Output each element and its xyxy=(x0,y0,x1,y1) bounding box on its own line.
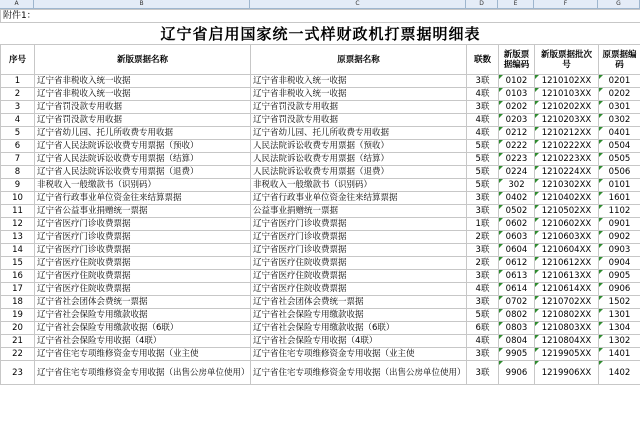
cell-copies[interactable]: 4联 xyxy=(467,335,499,348)
table-row xyxy=(1,283,640,296)
cell-new-name[interactable]: 辽宁省社会保险专用缴款收据 xyxy=(35,309,251,322)
cell-old-code[interactable]: 1401 xyxy=(599,348,640,361)
cell-new-code[interactable]: 0702 xyxy=(499,296,535,309)
cell-copies[interactable]: 3联 xyxy=(467,348,499,361)
cell-copies[interactable]: 2联 xyxy=(467,231,499,244)
cell-old-name[interactable]: 辽宁省行政事业单位资金往来结算票据 xyxy=(251,192,467,205)
cell-old-code[interactable]: 0506 xyxy=(599,166,640,179)
cell-batch[interactable]: 1210223XX xyxy=(535,153,599,166)
cell-old-name[interactable]: 辽宁省医疗门诊收费票据 xyxy=(251,218,467,231)
cell-copies[interactable]: 4联 xyxy=(467,114,499,127)
cell-seq[interactable]: 5 xyxy=(1,127,35,140)
header-seq[interactable]: 序号 xyxy=(1,45,35,75)
cell-new-name[interactable]: 辽宁省医疗门诊收费票据 xyxy=(35,244,251,257)
cell-copies[interactable]: 5联 xyxy=(467,179,499,192)
cell-new-name[interactable]: 辽宁省社会保险专用缴款收据（6联） xyxy=(35,322,251,335)
cell-new-code[interactable]: 0602 xyxy=(499,218,535,231)
cell-seq[interactable]: 8 xyxy=(1,166,35,179)
table-row xyxy=(1,309,640,322)
cell-batch[interactable]: 1210222XX xyxy=(535,140,599,153)
cell-copies[interactable]: 4联 xyxy=(467,127,499,140)
cell-old-code[interactable]: 0504 xyxy=(599,140,640,153)
cell-batch[interactable]: 1210702XX xyxy=(535,296,599,309)
cell-new-name[interactable]: 辽宁省医疗门诊收费票据 xyxy=(35,218,251,231)
cell-new-code[interactable]: 0224 xyxy=(499,166,535,179)
cell-old-name[interactable]: 辽宁省医疗门诊收费票据 xyxy=(251,231,467,244)
cell-new-code[interactable]: 0102 xyxy=(499,75,535,88)
cell-old-name[interactable]: 辽宁省罚没款专用收据 xyxy=(251,114,467,127)
table-row xyxy=(1,322,640,335)
cell-new-name[interactable]: 辽宁省非税收入统一收据 xyxy=(35,88,251,101)
cell-seq[interactable]: 3 xyxy=(1,101,35,114)
table-row xyxy=(1,348,640,361)
table-row xyxy=(1,361,640,385)
cell-copies[interactable]: 4联 xyxy=(467,283,499,296)
cell-new-name[interactable]: 辽宁省社会保险专用收据（4联） xyxy=(35,335,251,348)
cell-copies[interactable]: 3联 xyxy=(467,361,499,385)
cell-new-code[interactable]: 0803 xyxy=(499,322,535,335)
cell-old-code[interactable]: 0903 xyxy=(599,244,640,257)
cell-batch[interactable]: 1219906XX xyxy=(535,361,599,385)
cell-new-code[interactable]: 0103 xyxy=(499,88,535,101)
cell-new-code[interactable]: 0804 xyxy=(499,335,535,348)
cell-old-name[interactable]: 人民法院诉讼收费专用票据（结算） xyxy=(251,153,467,166)
cell-copies[interactable]: 5联 xyxy=(467,309,499,322)
cell-old-code[interactable]: 1302 xyxy=(599,335,640,348)
table-row xyxy=(1,179,640,192)
cell-old-code[interactable]: 1502 xyxy=(599,296,640,309)
table-row xyxy=(1,114,640,127)
header-old-code[interactable]: 原票据编码 xyxy=(599,45,640,75)
header-copies[interactable]: 联数 xyxy=(467,45,499,75)
cell-old-name[interactable]: 辽宁省社会团体会费统一票据 xyxy=(251,296,467,309)
cell-new-code[interactable]: 0203 xyxy=(499,114,535,127)
cell-new-name[interactable]: 辽宁省医疗门诊收费票据 xyxy=(35,231,251,244)
cell-new-name[interactable]: 辽宁省社会团体会费统一票据 xyxy=(35,296,251,309)
cell-copies[interactable]: 3联 xyxy=(467,244,499,257)
cell-old-code[interactable]: 0302 xyxy=(599,114,640,127)
cell-copies[interactable]: 2联 xyxy=(467,257,499,270)
cell-new-name[interactable]: 辽宁省医疗住院收费票据 xyxy=(35,257,251,270)
cell-old-code[interactable]: 1102 xyxy=(599,205,640,218)
cell-old-code[interactable]: 0902 xyxy=(599,231,640,244)
cell-copies[interactable]: 5联 xyxy=(467,166,499,179)
cell-new-name[interactable]: 辽宁省非税收入统一收据 xyxy=(35,75,251,88)
cell-batch[interactable]: 1210803XX xyxy=(535,322,599,335)
cell-batch[interactable]: 1219905XX xyxy=(535,348,599,361)
cell-old-code[interactable]: 0904 xyxy=(599,257,640,270)
cell-seq[interactable]: 16 xyxy=(1,270,35,283)
column-header-e[interactable]: E xyxy=(498,0,534,8)
cell-seq[interactable]: 1 xyxy=(1,75,35,88)
cell-new-code[interactable]: 0613 xyxy=(499,270,535,283)
cell-batch[interactable]: 1210602XX xyxy=(535,218,599,231)
table-row xyxy=(1,231,640,244)
cell-new-code[interactable]: 9906 xyxy=(499,361,535,385)
cell-seq[interactable]: 14 xyxy=(1,244,35,257)
cell-batch[interactable]: 1210603XX xyxy=(535,231,599,244)
cell-new-code[interactable]: 0603 xyxy=(499,231,535,244)
cell-batch[interactable]: 1210302XX xyxy=(535,179,599,192)
table-row xyxy=(1,166,640,179)
cell-batch[interactable]: 1210402XX xyxy=(535,192,599,205)
cell-old-code[interactable]: 0505 xyxy=(599,153,640,166)
cell-new-name[interactable]: 非税收入一般缴款书（识别码） xyxy=(35,179,251,192)
cell-old-name[interactable]: 辽宁省幼儿园、托儿所收费专用收据 xyxy=(251,127,467,140)
cell-batch[interactable]: 1210804XX xyxy=(535,335,599,348)
cell-new-code[interactable]: 0502 xyxy=(499,205,535,218)
ticket-table xyxy=(0,9,640,385)
cell-seq[interactable]: 11 xyxy=(1,205,35,218)
table-row xyxy=(1,127,640,140)
cell-old-code[interactable]: 1304 xyxy=(599,322,640,335)
attachment-note[interactable]: 附件1： xyxy=(1,10,640,23)
cell-old-code[interactable]: 0905 xyxy=(599,270,640,283)
cell-old-code[interactable]: 0906 xyxy=(599,283,640,296)
cell-old-name[interactable]: 辽宁省社会保险专用缴款收据（6联） xyxy=(251,322,467,335)
cell-seq[interactable]: 4 xyxy=(1,114,35,127)
table-row xyxy=(1,296,640,309)
cell-batch[interactable]: 1210103XX xyxy=(535,88,599,101)
cell-new-name[interactable]: 辽宁省行政事业单位资金往来结算票据 xyxy=(35,192,251,205)
table-row xyxy=(1,205,640,218)
column-header-c[interactable]: C xyxy=(250,0,466,8)
cell-batch[interactable]: 1210604XX xyxy=(535,244,599,257)
cell-new-code[interactable]: 302 xyxy=(499,179,535,192)
cell-new-code[interactable]: 0212 xyxy=(499,127,535,140)
cell-seq[interactable]: 9 xyxy=(1,179,35,192)
cell-seq[interactable]: 7 xyxy=(1,153,35,166)
cell-copies[interactable]: 5联 xyxy=(467,153,499,166)
cell-seq[interactable]: 23 xyxy=(1,361,35,385)
cell-new-code[interactable]: 0223 xyxy=(499,153,535,166)
cell-copies[interactable]: 6联 xyxy=(467,322,499,335)
cell-new-code[interactable]: 0402 xyxy=(499,192,535,205)
cell-batch[interactable]: 1210224XX xyxy=(535,166,599,179)
cell-old-name[interactable]: 非税收入一般缴款书（识别码） xyxy=(251,179,467,192)
cell-copies[interactable]: 3联 xyxy=(467,192,499,205)
cell-seq[interactable]: 6 xyxy=(1,140,35,153)
cell-new-code[interactable]: 0802 xyxy=(499,309,535,322)
cell-batch[interactable]: 1210613XX xyxy=(535,270,599,283)
header-old-name[interactable]: 原票据名称 xyxy=(251,45,467,75)
cell-copies[interactable]: 3联 xyxy=(467,205,499,218)
table-row xyxy=(1,257,640,270)
table-header-row xyxy=(1,45,640,75)
cell-batch[interactable]: 1210802XX xyxy=(535,309,599,322)
cell-copies[interactable]: 5联 xyxy=(467,140,499,153)
cell-copies[interactable]: 1联 xyxy=(467,218,499,231)
cell-new-name[interactable]: 辽宁省人民法院诉讼收费专用票据（预收） xyxy=(35,140,251,153)
cell-new-code[interactable]: 0612 xyxy=(499,257,535,270)
cell-batch[interactable]: 1210202XX xyxy=(535,101,599,114)
cell-seq[interactable]: 20 xyxy=(1,322,35,335)
cell-old-name[interactable]: 公益事业捐赠统一票据 xyxy=(251,205,467,218)
cell-batch[interactable]: 1210102XX xyxy=(535,75,599,88)
cell-new-code[interactable]: 0202 xyxy=(499,101,535,114)
cell-batch[interactable]: 1210502XX xyxy=(535,205,599,218)
table-row xyxy=(1,335,640,348)
cell-batch[interactable]: 1210612XX xyxy=(535,257,599,270)
cell-new-name[interactable]: 辽宁省医疗住院收费票据 xyxy=(35,270,251,283)
column-header-a[interactable]: A xyxy=(0,0,34,8)
cell-copies[interactable]: 3联 xyxy=(467,75,499,88)
table-row xyxy=(1,88,640,101)
cell-new-name[interactable]: 辽宁省住宅专项维修资金专用收据（出售公房单位使用） xyxy=(35,361,251,385)
table-row xyxy=(1,140,640,153)
column-header-d[interactable]: D xyxy=(466,0,498,8)
header-batch[interactable]: 新版票据批次号 xyxy=(535,45,599,75)
cell-old-name[interactable]: 人民法院诉讼收费专用票据（退费） xyxy=(251,166,467,179)
column-header-bar xyxy=(0,0,640,9)
table-row xyxy=(1,218,640,231)
cell-seq[interactable]: 22 xyxy=(1,348,35,361)
cell-copies[interactable]: 4联 xyxy=(467,88,499,101)
cell-old-name[interactable]: 辽宁省社会保险专用收据（4联） xyxy=(251,335,467,348)
cell-batch[interactable]: 1210614XX xyxy=(535,283,599,296)
cell-old-name[interactable]: 辽宁省社会保险专用缴款收据 xyxy=(251,309,467,322)
spreadsheet-grid xyxy=(0,9,640,426)
table-row xyxy=(1,270,640,283)
cell-old-code[interactable]: 1601 xyxy=(599,192,640,205)
cell-batch[interactable]: 1210212XX xyxy=(535,127,599,140)
cell-old-name[interactable]: 辽宁省非税收入统一收据 xyxy=(251,88,467,101)
cell-old-code[interactable]: 0201 xyxy=(599,75,640,88)
cell-seq[interactable]: 13 xyxy=(1,231,35,244)
header-new-name[interactable]: 新版票据名称 xyxy=(35,45,251,75)
cell-old-name[interactable]: 辽宁省罚没款专用收据 xyxy=(251,101,467,114)
cell-seq[interactable]: 21 xyxy=(1,335,35,348)
cell-new-code[interactable]: 0604 xyxy=(499,244,535,257)
cell-new-name[interactable]: 辽宁省罚没款专用收据 xyxy=(35,101,251,114)
cell-seq[interactable]: 17 xyxy=(1,283,35,296)
cell-new-name[interactable]: 辽宁省住宅专项维修资金专用收据（业主使 xyxy=(35,348,251,361)
cell-new-code[interactable]: 0222 xyxy=(499,140,535,153)
cell-batch[interactable]: 1210203XX xyxy=(535,114,599,127)
column-header-g[interactable]: G xyxy=(598,0,640,8)
cell-old-code[interactable]: 1402 xyxy=(599,361,640,385)
table-row xyxy=(1,153,640,166)
cell-new-name[interactable]: 辽宁省人民法院诉讼收费专用票据（退费） xyxy=(35,166,251,179)
cell-new-code[interactable]: 9905 xyxy=(499,348,535,361)
cell-old-code[interactable]: 0401 xyxy=(599,127,640,140)
cell-new-code[interactable]: 0614 xyxy=(499,283,535,296)
table-row xyxy=(1,75,640,88)
cell-old-name[interactable]: 辽宁省住宅专项维修资金专用收据（出售公房单位使用） xyxy=(251,361,467,385)
cell-new-name[interactable]: 辽宁省罚没款专用收据 xyxy=(35,114,251,127)
cell-old-code[interactable]: 0301 xyxy=(599,101,640,114)
cell-copies[interactable]: 3联 xyxy=(467,101,499,114)
cell-old-code[interactable]: 1301 xyxy=(599,309,640,322)
cell-old-name[interactable]: 辽宁省住宅专项维修资金专用收据（业主使 xyxy=(251,348,467,361)
page-title[interactable]: 辽宁省启用国家统一式样财政机打票据明细表 xyxy=(1,23,640,45)
header-new-code[interactable]: 新版票据编码 xyxy=(499,45,535,75)
cell-old-code[interactable]: 0101 xyxy=(599,179,640,192)
cell-new-name[interactable]: 辽宁省医疗住院收费票据 xyxy=(35,283,251,296)
column-header-b[interactable]: B xyxy=(34,0,250,8)
cell-old-name[interactable]: 辽宁省医疗住院收费票据 xyxy=(251,283,467,296)
table-row xyxy=(1,101,640,114)
cell-old-name[interactable]: 辽宁省医疗门诊收费票据 xyxy=(251,244,467,257)
column-header-f[interactable]: F xyxy=(534,0,598,8)
cell-old-name[interactable]: 人民法院诉讼收费专用票据（预收） xyxy=(251,140,467,153)
cell-copies[interactable]: 3联 xyxy=(467,296,499,309)
cell-new-name[interactable]: 辽宁省人民法院诉讼收费专用票据（结算） xyxy=(35,153,251,166)
cell-seq[interactable]: 19 xyxy=(1,309,35,322)
table-row xyxy=(1,244,640,257)
cell-seq[interactable]: 12 xyxy=(1,218,35,231)
cell-old-code[interactable]: 0901 xyxy=(599,218,640,231)
cell-seq[interactable]: 10 xyxy=(1,192,35,205)
cell-old-name[interactable]: 辽宁省非税收入统一收据 xyxy=(251,75,467,88)
cell-old-name[interactable]: 辽宁省医疗住院收费票据 xyxy=(251,257,467,270)
table-row xyxy=(1,192,640,205)
cell-copies[interactable]: 3联 xyxy=(467,270,499,283)
cell-seq[interactable]: 2 xyxy=(1,88,35,101)
cell-seq[interactable]: 18 xyxy=(1,296,35,309)
cell-old-name[interactable]: 辽宁省医疗住院收费票据 xyxy=(251,270,467,283)
cell-old-code[interactable]: 0202 xyxy=(599,88,640,101)
cell-new-name[interactable]: 辽宁省幼儿园、托儿所收费专用收据 xyxy=(35,127,251,140)
cell-seq[interactable]: 15 xyxy=(1,257,35,270)
cell-new-name[interactable]: 辽宁省公益事业捐赠统一票据 xyxy=(35,205,251,218)
